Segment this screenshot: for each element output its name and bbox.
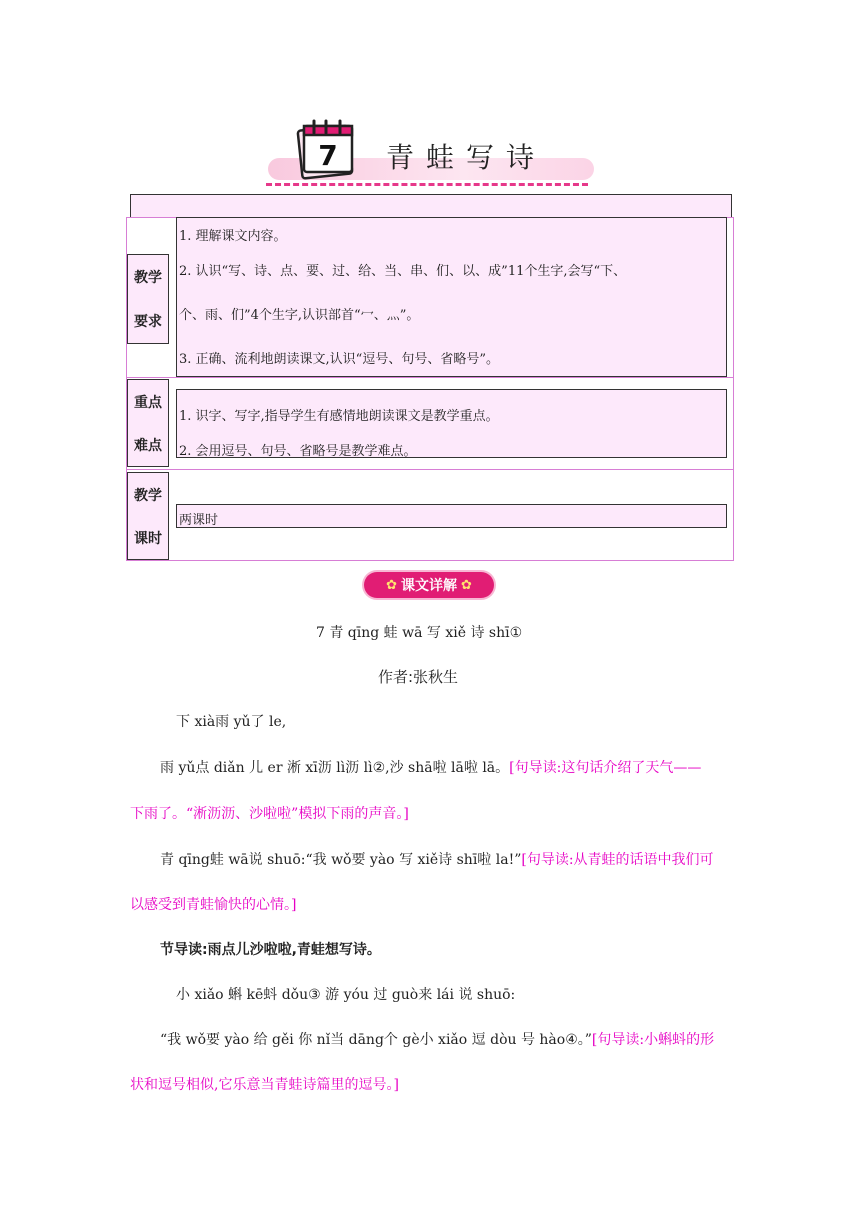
guide-note: [句导读:这句话介绍了天气—— [509,760,702,776]
requirements-content [176,217,727,377]
guide-note: [句导读:从青蛙的话语中我们可 [521,852,714,868]
text-title: 7 青 qīng 蛙 wā 写 xiě 诗 shī① [316,625,523,641]
periods-content [176,504,727,528]
section-badge: ✿ 课文详解 ✿ [364,572,494,598]
key-point-item: 2. 会用逗号、句号、省略号是教学难点。 [179,444,417,459]
title-underline [266,183,588,186]
key-points-label: 重点 难点 [127,379,169,467]
key-points-content [176,389,727,458]
requirements-label: 教学 要求 [127,254,169,344]
table-header-row [130,194,732,218]
row-divider [126,377,734,378]
requirement-item: 个、雨、们”4个生字,认识部首“冖、灬”。 [179,308,420,323]
section-guide: 节导读:雨点儿沙啦啦,青蛙想写诗。 [160,942,381,958]
text-line-4: 小 xiǎo 蝌 kē蚪 dǒu③ 游 yóu 过 guò来 lái 说 shuō: [176,987,516,1003]
guide-note: [句导读:小蝌蚪的形 [591,1032,715,1048]
key-point-item: 1. 识字、写字,指导学生有感情地朗读课文是教学重点。 [179,409,499,424]
text-line-2: 雨 yǔ点 diǎn 儿 er 淅 xī沥 lì沥 lì②,沙 shā啦 lā啦 lā。[句导读:这句话介绍了天气—— [160,760,702,776]
text-line-1: 下 xià雨 yǔ了 le, [176,714,287,730]
periods-value: 两课时 [179,513,219,528]
calendar-icon [296,118,358,180]
lesson-title: 青蛙写诗 [386,141,547,174]
star-icon: ✿ [386,577,397,593]
star-icon: ✿ [461,577,472,593]
lesson-number: 7 [318,139,338,172]
text-line-5: “我 wǒ要 yào 给 gěi 你 nǐ当 dāng个 gè小 xiǎo 逗 dòu 号 hào④。”[句导读:小蝌蚪的形 [160,1032,715,1048]
requirement-item: 2. 认识“写、诗、点、要、过、给、当、串、们、以、成”11个生字,会写“下、 [179,264,627,279]
guide-note: 状和逗号相似,它乐意当青蛙诗篇里的逗号。] [130,1077,399,1093]
guide-note: 下雨了。“淅沥沥、沙啦啦”模拟下雨的声音。] [130,806,409,822]
row-divider [126,469,734,470]
requirement-item: 1. 理解课文内容。 [179,229,287,244]
text-line-3: 青 qīng蛙 wā说 shuō:“我 wǒ要 yào 写 xiě诗 shī啦 la!”[句导读:从青蛙的话语中我们可 [160,852,714,868]
guide-note: 以感受到青蛙愉快的心情。] [130,897,297,913]
text-author: 作者:张秋生 [378,668,459,686]
requirement-item: 3. 正确、流利地朗读课文,认识“逗号、句号、省略号”。 [179,352,499,367]
periods-label: 教学 课时 [127,472,169,560]
